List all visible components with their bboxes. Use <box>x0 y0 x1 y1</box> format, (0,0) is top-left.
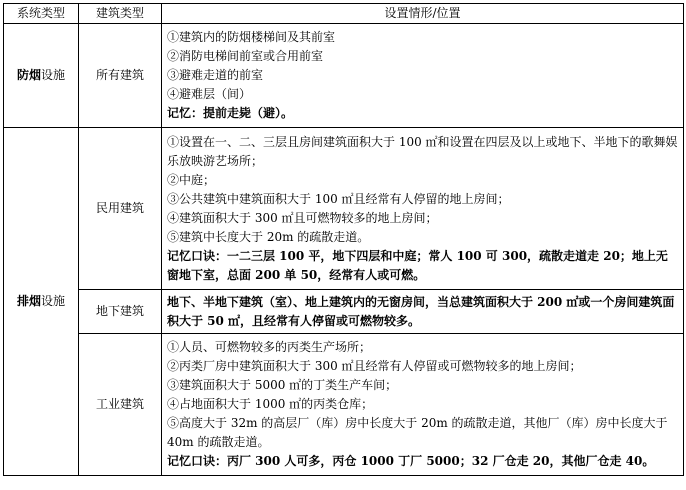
list-item: ⑤建筑中长度大于 20m 的疏散走道。 <box>167 229 370 244</box>
smoke-control-table <box>3 3 684 476</box>
underground-content <box>162 290 684 334</box>
list-item: ②丙类厂房中建筑面积大于 300 ㎡且经常有人停留或可燃物较多的地上房间； <box>167 359 582 373</box>
memo: 记忆口诀：一二三层 100 平，地下四层和中庭；常人 100 可 300，疏散走道走 20；地上无窗地下室，总面 200 单 50，经常有人或可燃。 <box>167 248 668 282</box>
building-all: 所有建筑 <box>79 24 162 128</box>
list-item: ②中庭； <box>167 172 216 187</box>
list-item: ②消防电梯间前室或合用前室 <box>167 49 324 63</box>
industrial-content <box>162 334 684 476</box>
list-item: ①人员、可燃物较多的丙类生产场所； <box>167 340 372 354</box>
list-item: ③公共建筑中建筑面积大于 100 ㎡且经常有人停留的地上房间； <box>167 191 510 206</box>
header-setting: 设置情形/位置 <box>162 4 684 24</box>
civil-row <box>4 128 684 290</box>
header-building-type: 建筑类型 <box>79 4 162 24</box>
header-system-type: 系统类型 <box>4 4 79 24</box>
civil-content <box>162 128 684 290</box>
list-item: ③建筑面积大于 5000 ㎡的丁类生产车间； <box>167 378 398 392</box>
system-smoke-prevention <box>4 24 79 128</box>
system-smoke-exhaust <box>4 128 79 476</box>
underground-row <box>4 290 684 334</box>
smoke-prevention-row <box>4 24 684 128</box>
list-item: ④避难层（间） <box>167 87 252 101</box>
memo: 记忆口诀：丙厂 300 人可多，丙仓 1000 丁厂 5000；32 厂仓走 20，其他厂仓走 40。 <box>167 454 655 468</box>
list-item: ⑤高度大于 32m 的高层厂（库）房中长度大于 20m 的疏散走道，其他厂（库）房中长度大于 40m 的疏散走道。 <box>167 416 668 449</box>
list-item: ③避难走道的前室 <box>167 68 264 82</box>
building-civil: 民用建筑 <box>79 128 162 290</box>
system-name-bold: 防烟 <box>16 68 41 82</box>
memo: 记忆：提前走毙（避）。 <box>167 106 294 120</box>
building-underground: 地下建筑 <box>79 290 162 334</box>
list-item: ④占地面积大于 1000 ㎡的丙类仓库； <box>167 397 374 411</box>
building-industrial: 工业建筑 <box>79 334 162 476</box>
system-name-rest: 设施 <box>41 294 66 308</box>
system-name-rest: 设施 <box>41 68 66 82</box>
header-row <box>4 4 684 24</box>
underground-text: 地下、半地下建筑（室）、地上建筑内的无窗房间，当总建筑面积大于 200 ㎡或一个房间建筑面积大于 50 ㎡，且经常有人停留或可燃物较多。 <box>167 294 675 328</box>
list-item: ①设置在一、二、三层且房间建筑面积大于 100 ㎡和设置在四层及以上或地下、半地下的歌舞娱乐放映游艺场所； <box>167 134 678 168</box>
system-name-bold: 排烟 <box>16 294 41 308</box>
list-item: ①建筑内的防烟楼梯间及其前室 <box>167 30 336 44</box>
industrial-row <box>4 334 684 476</box>
list-item: ④建筑面积大于 300 ㎡且可燃物较多的地上房间； <box>167 210 438 225</box>
smoke-prevention-content <box>162 24 684 128</box>
